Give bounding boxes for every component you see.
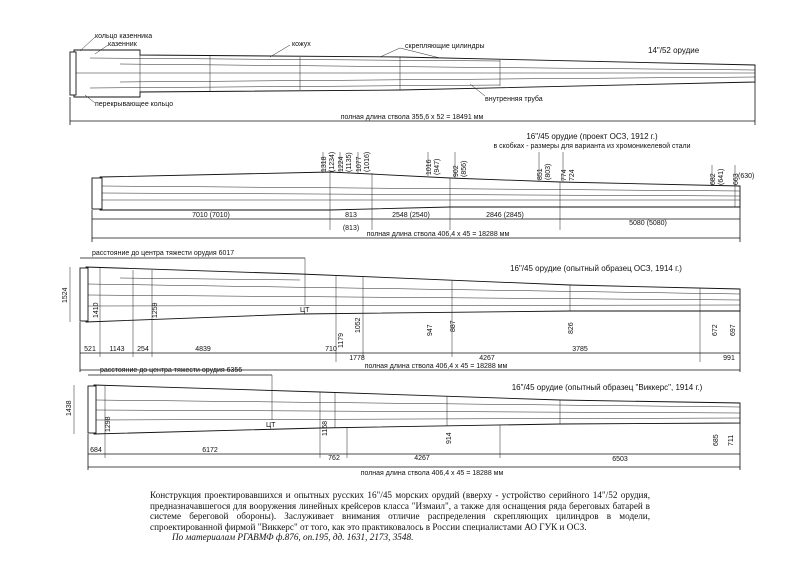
gun-16-45-osz-1914-drawing [62, 250, 740, 372]
diameter-label: 711 [728, 434, 735, 446]
diameter-label: 682 [710, 173, 717, 185]
gun-16-45-vickers-1914-total-length: полная длина ствола 406,4 x 45 = 18288 мм [360, 470, 504, 477]
diameter-label: 1410 [93, 302, 100, 318]
gun-16-45-osz-1912-title: 16"/45 орудие (проект ОСЗ, 1912 г.) [526, 132, 658, 141]
segment-length-label: 6503 [612, 456, 628, 463]
segment-length-label: 1778 [349, 355, 365, 362]
diameter-label: 663 [733, 173, 740, 185]
gun-16-45-osz-1912-total-length: полная длина ствола 406,4 x 45 = 18288 мм [366, 231, 510, 238]
hoops-label: скрепляющие цилиндры [405, 43, 485, 50]
jacket-label: кожух [292, 41, 311, 48]
segment-length-label: 4267 [479, 355, 495, 362]
diameter-label: 1524 [62, 287, 69, 303]
inner-tube-label: внутренняя труба [485, 96, 543, 103]
diameter-label: 1077 [356, 156, 363, 172]
diameter-label: 1298 [105, 416, 112, 432]
segment-length-label: 254 [137, 346, 149, 353]
breech-ring-label: кольцо казенника [95, 33, 153, 40]
diameter-label: 914 [446, 432, 453, 444]
figure-caption [150, 490, 650, 543]
diameter-label: 685 [713, 434, 720, 446]
segment-length-label: 1143 [109, 346, 125, 353]
diameter-label: 672 [712, 324, 719, 336]
diameter-label: (803) [545, 163, 552, 180]
diameter-label: (1016) [364, 151, 371, 172]
segment-length-label: 5080 (5080) [629, 220, 667, 227]
diameter-label: (1234) [329, 151, 336, 172]
cg-distance-label: расстояние до центра тяжести орудия 6017 [92, 250, 235, 257]
diameter-label: 774 [561, 169, 568, 181]
cg-mark: ЦТ [300, 307, 310, 314]
gun-16-45-osz-1914-title: 16"/45 орудие (опытный образец ОСЗ, 1914 г.) [510, 264, 682, 273]
segment-length-label: 4839 [195, 346, 211, 353]
segment-length-label: 3785 [572, 346, 588, 353]
diameter-label: 1052 [355, 317, 362, 333]
gun-14-52-drawing [70, 33, 755, 125]
diameter-label: 826 [568, 322, 575, 334]
gun-14-52-total-length: полная длина ствола 355,6 x 52 = 18491 мм [340, 114, 484, 121]
diameter-label: (856) [461, 160, 468, 177]
diameter-label: 902 [453, 165, 460, 177]
segment-length-label: 4267 [414, 455, 430, 462]
segment-length-label: 684 [90, 447, 102, 454]
segment-length-label: 6172 [202, 447, 218, 454]
diameter-label: 1016 [426, 159, 433, 175]
diameter-label: 887 [450, 320, 457, 332]
diameter-label: 1259 [152, 302, 159, 318]
segment-length-label: 710 [325, 346, 337, 353]
caption-text: Конструкция проектировавшихся и опытных русских 16"/45 морских орудий (вверху - устройство серийного 14"/52 орудия, предназначавшегося для вооружения линейных крейсеров класса "Измаил", а также для оснащения ряда береговых батарей в системе береговой обороны). Заслуживает внимания отличие распределения скрепляющих цилиндров в модели, спроектированной фирмой "Виккерс" от того, как это практиковалось в России специалистами АО ГУК и ОСЗ. [150, 490, 650, 532]
caption-source: По материалам РГАВМФ ф.876, оп.195, дд. 1631, 2173, 3548. [172, 532, 414, 542]
cg-distance-label: расстояние до центра тяжести орудия 6356 [100, 367, 243, 374]
gun-14-52-title: 14"/52 орудие [648, 46, 700, 55]
segment-length-label: 813 [345, 212, 357, 219]
diameter-label: 697 [730, 324, 737, 336]
segment-length-label: 762 [328, 455, 340, 462]
gun-16-45-osz-1914-total-length: полная длина ствола 406,4 x 45 = 18288 мм [364, 363, 508, 370]
cg-mark: ЦТ [266, 422, 276, 429]
diameter-label: 947 [427, 324, 434, 336]
diameter-label: 851 [537, 168, 544, 180]
gun-16-45-vickers-1914-title: 16"/45 орудие (опытный образец "Виккерс", 1914 г.) [511, 383, 703, 392]
diameter-label: 724 [569, 169, 576, 181]
diameter-label: 1318 [321, 156, 328, 172]
segment-length-label: 2548 (2540) [392, 212, 430, 219]
locking-ring-label: перекрывающее кольцо [95, 101, 174, 108]
diameter-label: 1438 [66, 400, 73, 416]
gun-16-45-osz-1912-subtitle: в скобках - размеры для варианта из хромоникелевой стали [493, 143, 691, 150]
segment-length-label: 521 [84, 346, 96, 353]
diameter-label: 1179 [338, 332, 345, 348]
segment-length-label: 7010 (7010) [192, 212, 230, 219]
diameter-label: (1135) [346, 152, 353, 172]
gun-16-45-vickers-1914-drawing [66, 367, 740, 477]
diameter-label: (947) [434, 158, 441, 175]
segment-length-label: (813) [342, 225, 360, 232]
breech-label: казенник [108, 41, 137, 48]
diameter-label: (641) [718, 168, 725, 185]
segment-length-label: 2846 (2845) [486, 212, 524, 219]
diameter-label: 1224 [338, 156, 345, 172]
diameter-label: (630) [738, 173, 755, 180]
diameter-label: 1168 [322, 420, 329, 436]
gun-16-45-osz-1912-drawing [92, 132, 754, 242]
segment-length-label: 991 [723, 355, 735, 362]
